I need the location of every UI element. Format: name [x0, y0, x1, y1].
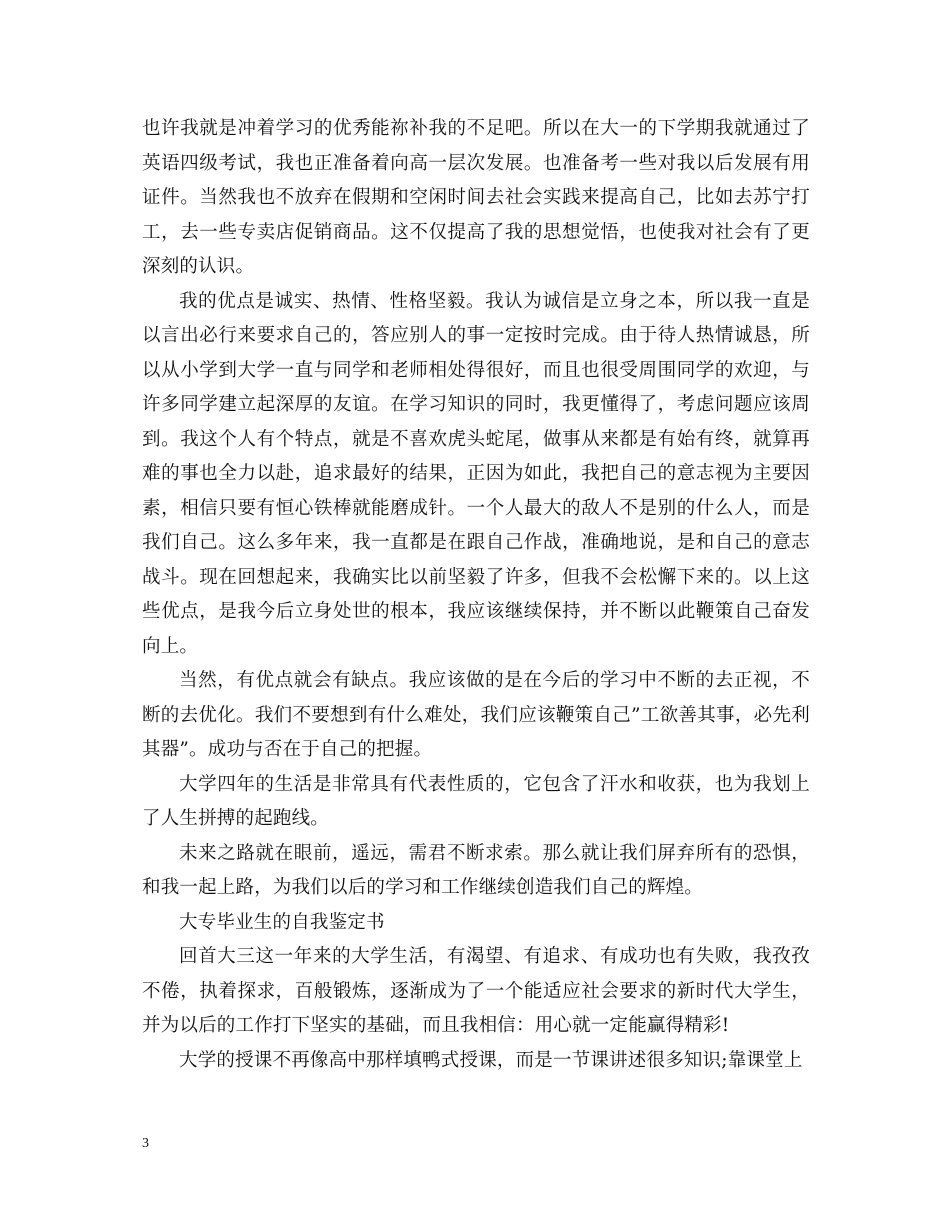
paragraph-5: 未来之路就在眼前，遥远，需君不断求索。那么就让我们屏弃所有的恐惧，和我一起上路，为我们以后的学习和工作继续创造我们自己的辉煌。: [142, 842, 810, 898]
section-heading: 大专毕业生的自我鉴定书: [179, 911, 385, 933]
paragraph-6: 回首大三这一年来的大学生活，有渴望、有追求、有成功也有失败，我孜孜不倦，执着探求，百般锻炼，逐渐成为了一个能适应社会要求的新时代大学生，并为以后的工作打下坚实的基础，而且我相信：用心就一定能赢得精彩!: [142, 946, 810, 1036]
paragraph-3: 当然，有优点就会有缺点。我应该做的是在今后的学习中不断的去正视，不断的去优化。我们不要想到有什么难处，我们应该鞭策自己”工欲善其事，必先利其器”。成功与否在于自己的把握。: [142, 670, 810, 760]
paragraph-1: 也许我就是冲着学习的优秀能祢补我的不足吧。所以在大一的下学期我就通过了英语四级考试，我也正准备着向高一层次发展。也准备考一些对我以后发展有用证件。当然我也不放弃在假期和空闲时间去社会实践来提高自己，比如去苏宁打工，去一些专卖店促销商品。这不仅提高了我的思想觉悟，也使我对社会有了更深刻的认识。: [142, 118, 810, 277]
page-number: 3: [142, 1136, 149, 1151]
paragraph-2: 我的优点是诚实、热情、性格坚毅。我认为诚信是立身之本，所以我一直是以言出必行来要求自己的，答应别人的事一定按时完成。由于待人热情诚恳，所以从小学到大学一直与同学和老师相处得很好，而且也很受周围同学的欢迎，与许多同学建立起深厚的友谊。在学习知识的同时，我更懂得了，考虑问题应该周到。我这个人有个特点，就是不喜欢虎头蛇尾，做事从来都是有始有终，就算再难的事也全力以赴，追求最好的结果，正因为如此，我把自己的意志视为主要因素，相信只要有恒心铁棒就能磨成针。一个人最大的敌人不是别的什么人，而是我们自己。这么多年来，我一直都是在跟自己作战，准确地说，是和自己的意志战斗。现在回想起来，我确实比以前坚毅了许多，但我不会松懈下来的。以上这些优点，是我今后立身处世的根本，我应该继续保持，并不断以此鞭策自己奋发向上。: [142, 290, 810, 657]
document-body: [142, 112, 810, 1078]
paragraph-4: 大学四年的生活是非常具有代表性质的，它包含了汗水和收获，也为我划上了人生拼搏的起跑线。: [142, 773, 810, 829]
paragraph-7: 大学的授课不再像高中那样填鸭式授课，而是一节课讲述很多知识;靠课堂上: [179, 1049, 803, 1071]
